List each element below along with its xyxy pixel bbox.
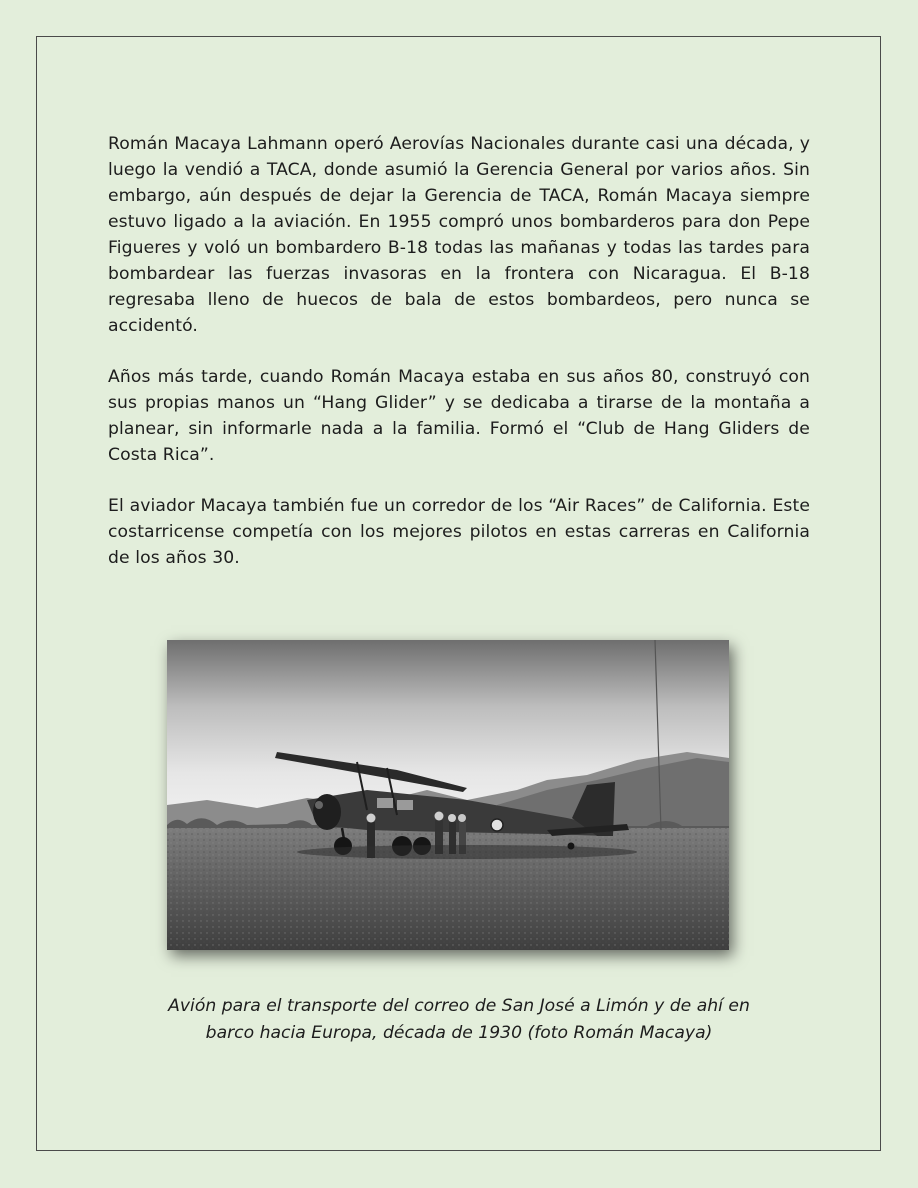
- paragraph-hang-glider: Años más tarde, cuando Román Macaya estaba en sus años 80, construyó con sus propias manos un “Hang Glider” y se dedicaba a tirarse de la montaña a planear, sin informarle nada a la familia. Formó el “Club de Hang Gliders de Costa Rica”.: [108, 367, 810, 465]
- figure-caption: [100, 993, 818, 1047]
- caption-line-2: barco hacia Europa, década de 1930 (foto Román Macaya): [205, 1023, 713, 1043]
- paragraph-air-races: El aviador Macaya también fue un corredor de los “Air Races” de California. Este costarricense competía con los mejores pilotos en estas carreras en California de los años 30.: [108, 496, 810, 568]
- article-body: [108, 131, 810, 596]
- paragraph-macaya-career: Román Macaya Lahmann operó Aerovías Nacionales durante casi una década, y luego la vendió a TACA, donde asumió la Gerencia General por varios años. Sin embargo, aún después de dejar la Gerencia de TACA, Román Macaya siempre estuvo ligado a la aviación. En 1955 compró unos bombarderos para don Pepe Figueres y voló un bombardero B-18 todas las mañanas y todas las tardes para bombardear las fuerzas invasoras en la frontera con Nicaragua. El B-18 regresaba lleno de huecos de bala de estos bombardeos, pero nunca se accidentó.: [108, 134, 810, 336]
- airplane-photo: [167, 640, 729, 950]
- caption-line-1: Avión para el transporte del correo de San José a Limón y de ahí en: [168, 996, 750, 1016]
